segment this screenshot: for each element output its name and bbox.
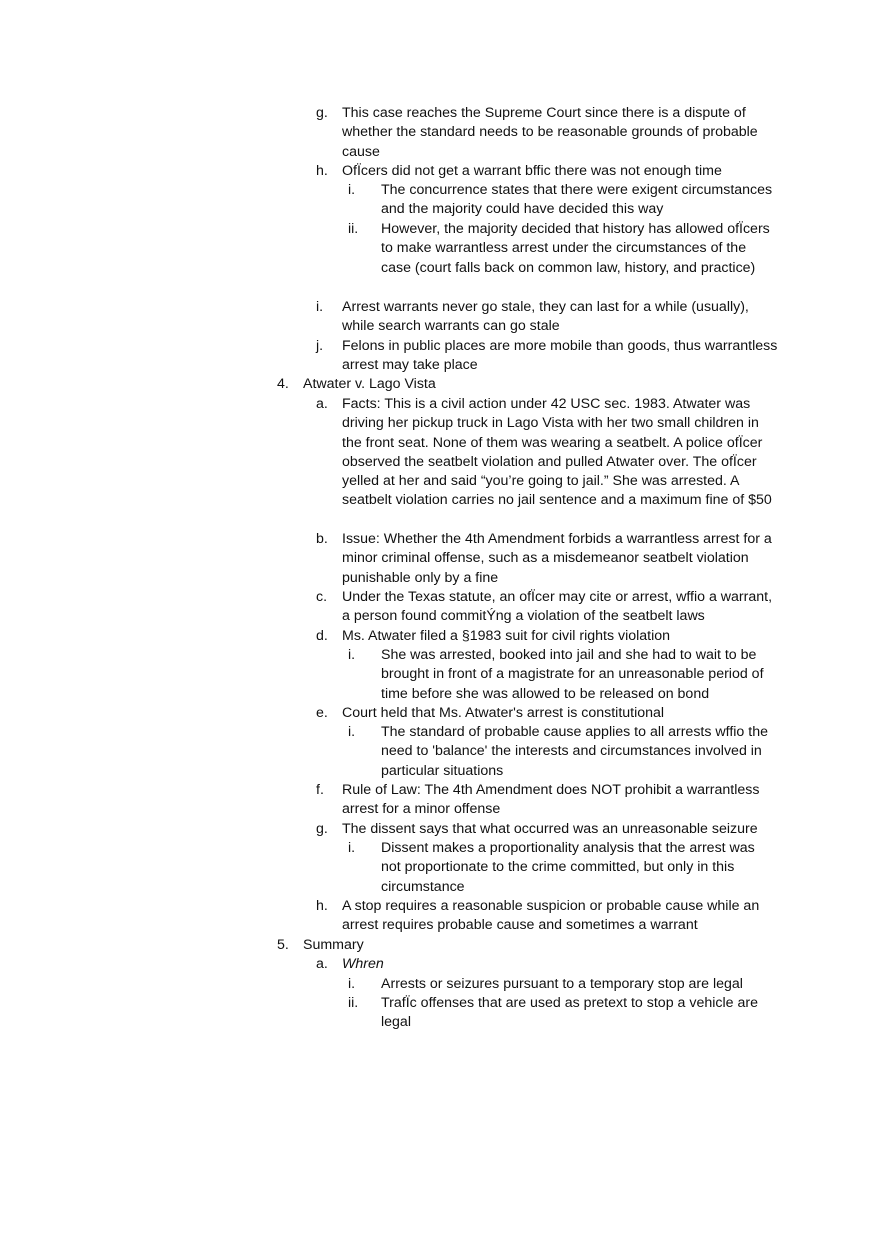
list-text: This case reaches the Supreme Court since there is a dispute of whether the standard needs to be reasonable grounds of probable cause xyxy=(342,105,758,160)
list-text: Ms. Atwater filed a §1983 suit for civil rights violation xyxy=(342,628,671,644)
list-marker: e. xyxy=(316,705,328,721)
list-text: Facts: This is a civil action under 42 USC sec. 1983. Atwater was driving her pickup truck in Lago Vista with her two small children in the front seat. None of them was wearing a seatbelt. A police ofÏcer observed the seatbelt violation and pulled Atwater over. The ofÏcer yelled at her and said “you’re going to jail.” She was arrested. A seatbelt violation carries no jail sentence and a maximum fine of $50 xyxy=(342,396,772,509)
list-text: Whren xyxy=(342,956,384,972)
list-text: Under the Texas statute, an ofÏcer may cite or arrest, wffio a warrant, a person found commitÝng a violation of the seatbelt laws xyxy=(342,589,773,625)
list-marker: ii. xyxy=(348,221,359,237)
list-marker: i. xyxy=(348,182,356,198)
list-marker: g. xyxy=(316,105,328,121)
list-marker: d. xyxy=(316,628,328,644)
list-text: However, the majority decided that history has allowed ofÏcers to make warrantless arrest under the circumstances of the case (court falls back on common law, history, and practice) xyxy=(381,221,770,276)
list-text: Rule of Law: The 4th Amendment does NOT prohibit a warrantless arrest for a minor offense xyxy=(342,782,760,818)
list-marker: j. xyxy=(316,338,324,354)
list-marker: i. xyxy=(348,647,356,663)
list-text: The dissent says that what occurred was an unreasonable seizure xyxy=(342,821,758,837)
list-marker: a. xyxy=(316,396,328,412)
list-marker: f. xyxy=(316,782,324,798)
list-text: Arrests or seizures pursuant to a temporary stop are legal xyxy=(381,976,743,992)
list-marker: a. xyxy=(316,956,328,972)
list-marker: i. xyxy=(316,299,324,315)
list-marker: h. xyxy=(316,898,328,914)
list-marker: ii. xyxy=(348,995,359,1011)
list-text: The standard of probable cause applies to all arrests wffio the need to 'balance' the interests and circumstances involved in particular situations xyxy=(381,724,768,779)
list-text: She was arrested, booked into jail and she had to wait to be brought in front of a magistrate for an unreasonable period of time before she was allowed to be released on bond xyxy=(381,647,764,702)
list-text: OfÏcers did not get a warrant bffic there was not enough time xyxy=(342,163,722,179)
list-marker: h. xyxy=(316,163,328,179)
list-marker: i. xyxy=(348,976,356,992)
list-text: Dissent makes a proportionality analysis that the arrest was not proportionate to the crime committed, but only in this circumstance xyxy=(381,840,755,895)
list-marker: b. xyxy=(316,531,328,547)
list-marker: 5. xyxy=(277,937,289,953)
list-text: Issue: Whether the 4th Amendment forbids a warrantless arrest for a minor criminal offense, such as a misdemeanor seatbelt violation punishable only by a fine xyxy=(342,531,772,586)
list-text: The concurrence states that there were exigent circumstances and the majority could have decided this way xyxy=(381,182,773,218)
list-marker: c. xyxy=(316,589,328,605)
list-text: TrafÏc offenses that are used as pretext to stop a vehicle are legal xyxy=(381,995,758,1031)
list-text: Atwater v. Lago Vista xyxy=(303,376,436,392)
list-marker: g. xyxy=(316,821,328,837)
list-marker: i. xyxy=(348,724,356,740)
list-marker: 4. xyxy=(277,376,289,392)
list-text: A stop requires a reasonable suspicion or probable cause while an arrest requires probable cause and sometimes a warrant xyxy=(342,898,760,934)
list-text: Felons in public places are more mobile than goods, thus warrantless arrest may take place xyxy=(342,338,778,374)
list-marker: i. xyxy=(348,840,356,856)
list-text: Arrest warrants never go stale, they can last for a while (usually), while search warrants can go stale xyxy=(342,299,749,335)
list-text: Summary xyxy=(303,937,364,953)
list-text: Court held that Ms. Atwater's arrest is constitutional xyxy=(342,705,665,721)
